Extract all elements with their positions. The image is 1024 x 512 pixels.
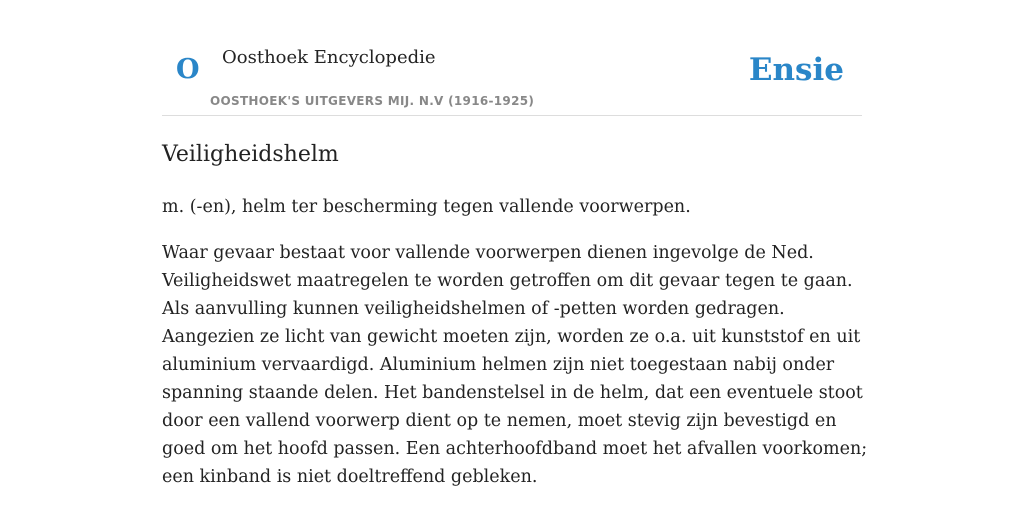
entry-body: Waar gevaar bestaat voor vallende voorwerpen dienen ingevolge de Ned. Veiligheidswet maatregelen te worden getroffen om dit gevaar tegen te gaan. Als aanvulling kunnen veiligheidshelmen of -petten worden gedragen. Aangezien ze licht van gewicht moeten zijn, worden ze o.a. uit kunststof en uit aluminium vervaardigd. Aluminium helmen zijn niet toegestaan nabij onder spanning staande delen. Het bandenstelsel in de helm, dat een eventuele stoot door een vallend voorwerp dient op te nemen, moet stevig zijn bevestigd en goed om het hoofd passen. Een achterhoofdband moet het afvallen voorkomen; een kinband is niet doeltreffend gebleken. — [162, 243, 868, 487]
publisher-label: OOSTHOEK'S UITGEVERS MIJ. N.V (1916-1925) — [210, 94, 535, 108]
encyclopedia-initial: O — [176, 54, 200, 85]
entry-title: Veiligheidshelm — [162, 142, 339, 167]
ensie-logo-link[interactable]: Ensie — [748, 52, 844, 88]
encyclopedia-header — [162, 36, 862, 116]
entry-definition: m. (-en), helm ter bescherming tegen vallende voorwerpen. — [162, 197, 691, 217]
encyclopedia-title-link[interactable]: Oosthoek Encyclopedie — [222, 47, 436, 68]
